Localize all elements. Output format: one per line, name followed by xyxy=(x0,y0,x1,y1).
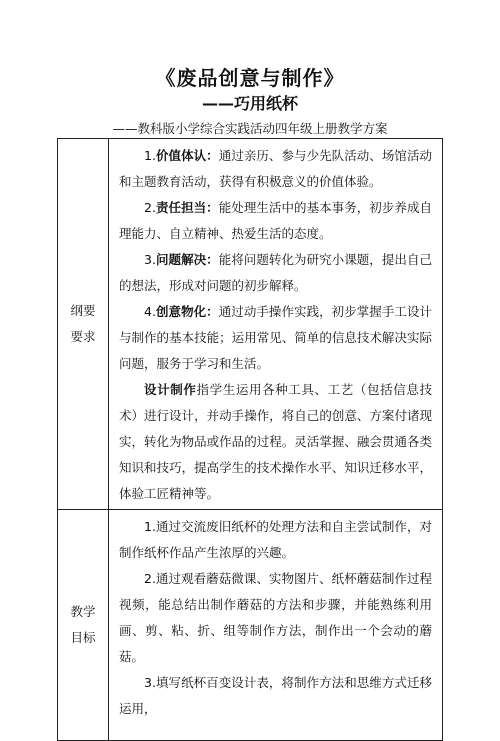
requirement-item-responsibility xyxy=(119,195,432,247)
row-label-line: 目标 xyxy=(70,630,96,645)
requirement-item-creative-making xyxy=(119,299,432,377)
row-label-line: 教学 xyxy=(70,604,96,619)
goal-item: 1.通过交流废旧纸杯的处理方法和自主尝试制作，对制作纸杯作品产生浓厚的兴趣。 xyxy=(119,519,432,560)
document-subtitle: ——巧用纸杯 xyxy=(201,94,298,113)
item-number: 4. xyxy=(144,304,156,319)
row-label-line: 纲要 xyxy=(70,303,96,318)
lesson-plan-table xyxy=(57,138,443,741)
requirement-item-problem-solving xyxy=(119,247,432,299)
item-text: 通过亲历、参与少先队活动、场馆活动和主题教育活动，获得有积极意义的价值体验。 xyxy=(119,148,432,189)
item-heading: 创意物化： xyxy=(155,304,219,319)
document-title: 《废品创意与制作》 xyxy=(155,66,345,90)
row-content-goals xyxy=(109,510,443,741)
item-number: 1. xyxy=(144,148,156,163)
goal-item: 3.填写纸杯百变设计表，将制作方法和思维方式迁移运用， xyxy=(119,675,432,716)
item-number: 2. xyxy=(144,200,156,215)
row-label-line: 要求 xyxy=(70,329,96,344)
item-heading: 责任担当： xyxy=(155,200,219,215)
item-heading: 价值体认： xyxy=(155,148,219,163)
goal-item: 2.通过观看蘑菇微课、实物图片、纸杯蘑菇制作过程视频，能总结出制作蘑菇的方法和步骤，并能熟练利用画、剪、粘、折、组等制作方法，制作出一个会动的蘑菇。 xyxy=(119,571,432,664)
table-row-outline-requirements xyxy=(58,139,443,510)
item-text: 指学生运用各种工具、工艺（包括信息技术）进行设计，并动手操作，将自己的创意、方案付诸现实，转化为物品或作品的过程。灵活掌握、融会贯通各类知识和技巧，提高学生的技术操作水平、知识迁移水平，体验工匠精神等。 xyxy=(119,382,432,501)
item-text: 能处理生活中的基本事务，初步养成自理能力、自立精神、热爱生活的态度。 xyxy=(119,200,432,241)
row-label-goals xyxy=(58,510,109,741)
requirement-item-value xyxy=(119,143,432,195)
document-source-line: ——教科版小学综合实践活动四年级上册教学方案 xyxy=(112,121,388,136)
item-number: 3. xyxy=(144,252,156,267)
item-text: 通过动手操作实践，初步掌握手工设计与制作的基本技能；运用常见、简单的信息技术解决实际问题，服务于学习和生活。 xyxy=(119,304,432,371)
table-row-teaching-goals xyxy=(58,510,443,741)
item-text: 能将问题转化为研究小课题，提出自己的想法，形成对问题的初步解释。 xyxy=(119,252,432,293)
row-label-outline xyxy=(58,139,109,510)
requirement-item-design-making xyxy=(119,377,432,507)
item-heading: 问题解决： xyxy=(155,252,219,267)
item-heading: 设计制作 xyxy=(144,382,197,397)
row-content-outline xyxy=(109,139,443,510)
